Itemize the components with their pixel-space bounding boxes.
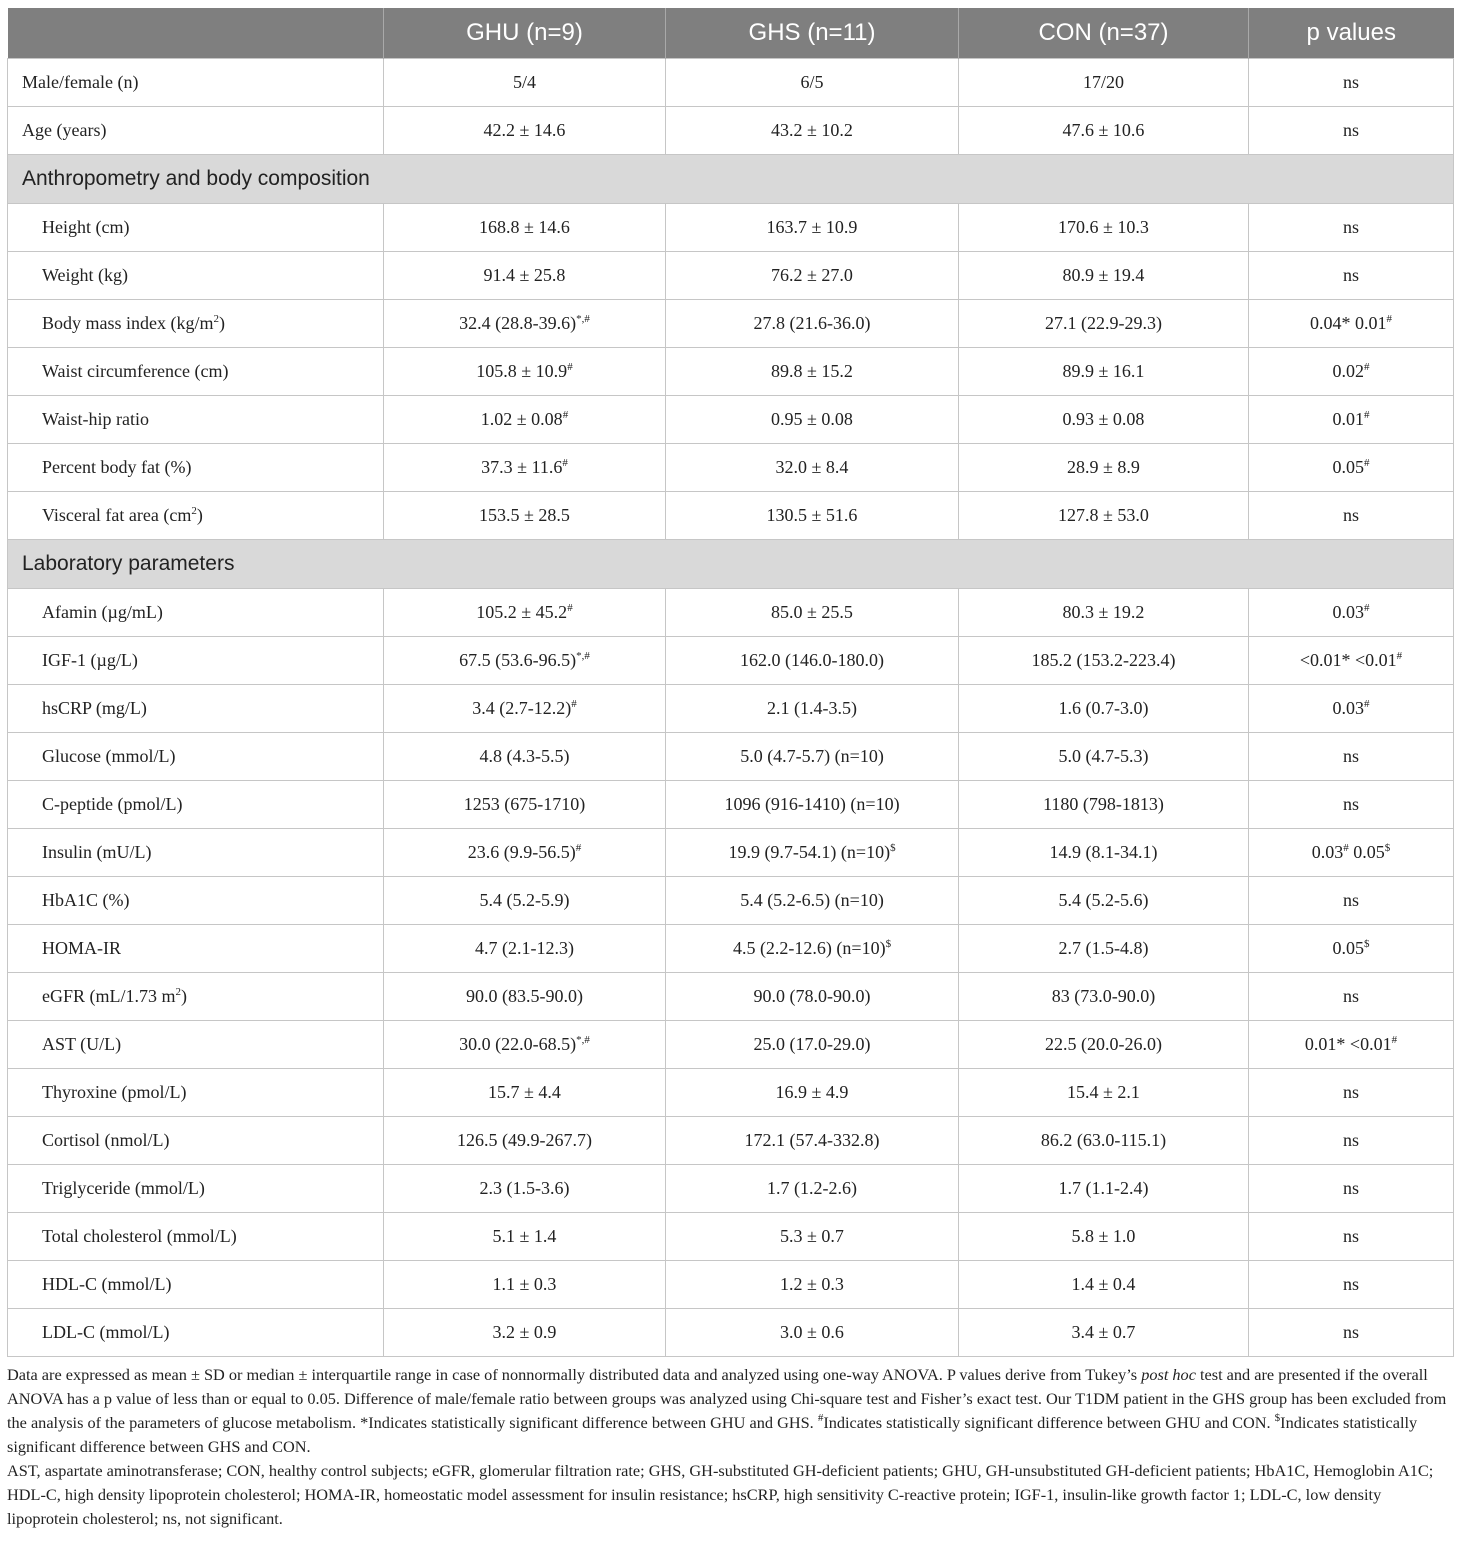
row-label: Body mass index $(kg/m^2)$ xyxy=(8,300,384,348)
row-label: HDL-C (mmol/L) xyxy=(8,1261,384,1309)
table-row xyxy=(8,1261,1454,1309)
cell-ghu: 3.4 (2.7-12.2)# xyxy=(384,685,666,733)
cell-con: 0.93 ± 0.08 xyxy=(959,396,1249,444)
cell-con: 5.4 (5.2-5.6) xyxy=(959,877,1249,925)
cell-ghu: 5.4 (5.2-5.9) xyxy=(384,877,666,925)
table-row xyxy=(8,396,1454,444)
table-row xyxy=(8,1117,1454,1165)
cell-ghu: 42.2 ± 14.6 xyxy=(384,107,666,155)
row-label: Insulin (mU/L) xyxy=(8,829,384,877)
cell-con: 1.7 (1.1-2.4) xyxy=(959,1165,1249,1213)
cell-p-value: ns xyxy=(1249,252,1454,300)
cell-ghs: 162.0 (146.0-180.0) xyxy=(666,637,959,685)
cell-ghs: 163.7 ± 10.9 xyxy=(666,204,959,252)
table-row xyxy=(8,1213,1454,1261)
cell-ghu: 1253 (675-1710) xyxy=(384,781,666,829)
cell-ghs: 25.0 (17.0-29.0) xyxy=(666,1021,959,1069)
cell-ghu: 2.3 (1.5-3.6) xyxy=(384,1165,666,1213)
row-label: C-peptide (pmol/L) xyxy=(8,781,384,829)
table-row xyxy=(8,973,1454,1021)
cell-p-value: 0.01# xyxy=(1249,396,1454,444)
cell-con: 1.4 ± 0.4 xyxy=(959,1261,1249,1309)
cell-ghs: 5.4 (5.2-6.5) (n=10) xyxy=(666,877,959,925)
cell-ghu: 168.8 ± 14.6 xyxy=(384,204,666,252)
cell-ghs: 27.8 (21.6-36.0) xyxy=(666,300,959,348)
cell-ghs: 1.7 (1.2-2.6) xyxy=(666,1165,959,1213)
row-label: Height (cm) xyxy=(8,204,384,252)
cell-p-value: 0.01* <0.01# xyxy=(1249,1021,1454,1069)
cell-ghu: 23.6 (9.9-56.5)# xyxy=(384,829,666,877)
cell-con: 47.6 ± 10.6 xyxy=(959,107,1249,155)
table-row xyxy=(8,781,1454,829)
section-title: Laboratory parameters xyxy=(8,540,1454,589)
row-label: Total cholesterol (mmol/L) xyxy=(8,1213,384,1261)
table-row xyxy=(8,107,1454,155)
cell-ghs: 5.0 (4.7-5.7) (n=10) xyxy=(666,733,959,781)
cell-ghu: 105.2 ± 45.2# xyxy=(384,589,666,637)
cell-ghu: 153.5 ± 28.5 xyxy=(384,492,666,540)
cell-p-value: ns xyxy=(1249,733,1454,781)
cell-con: 185.2 (153.2-223.4) xyxy=(959,637,1249,685)
cell-ghu: 105.8 ± 10.9# xyxy=(384,348,666,396)
cell-ghu: 3.2 ± 0.9 xyxy=(384,1309,666,1357)
cell-ghs: 76.2 ± 27.0 xyxy=(666,252,959,300)
row-label: Afamin (µg/mL) xyxy=(8,589,384,637)
table-container xyxy=(7,8,1453,1531)
table-row xyxy=(8,925,1454,973)
cell-con: 2.7 (1.5-4.8) xyxy=(959,925,1249,973)
section-header-anthropometry xyxy=(8,155,1454,204)
table-row xyxy=(8,637,1454,685)
cell-con: 5.8 ± 1.0 xyxy=(959,1213,1249,1261)
cell-ghu: 5.1 ± 1.4 xyxy=(384,1213,666,1261)
row-label: Visceral fat area $(cm^2)$ xyxy=(8,492,384,540)
cell-con: 27.1 (22.9-29.3) xyxy=(959,300,1249,348)
cell-ghu: 90.0 (83.5-90.0) xyxy=(384,973,666,1021)
table-footnotes xyxy=(7,1363,1453,1531)
row-label: AST (U/L) xyxy=(8,1021,384,1069)
cell-con: 127.8 ± 53.0 xyxy=(959,492,1249,540)
cell-ghs: 19.9 (9.7-54.1) (n=10)$ xyxy=(666,829,959,877)
row-label: LDL-C (mmol/L) xyxy=(8,1309,384,1357)
cell-ghs: 6/5 xyxy=(666,59,959,107)
cell-con: 80.9 ± 19.4 xyxy=(959,252,1249,300)
row-label: Weight (kg) xyxy=(8,252,384,300)
cell-p-value: ns xyxy=(1249,1117,1454,1165)
cell-ghs: 3.0 ± 0.6 xyxy=(666,1309,959,1357)
row-label: Male/female (n) xyxy=(8,59,384,107)
header-cell-ghs: GHS (n=11) xyxy=(666,8,959,59)
cell-p-value: ns xyxy=(1249,1069,1454,1117)
row-label: hsCRP (mg/L) xyxy=(8,685,384,733)
header-cell-con: CON (n=37) xyxy=(959,8,1249,59)
table-row xyxy=(8,348,1454,396)
cell-ghu: 91.4 ± 25.8 xyxy=(384,252,666,300)
cell-p-value: ns xyxy=(1249,59,1454,107)
table-row xyxy=(8,733,1454,781)
cell-ghu: 1.1 ± 0.3 xyxy=(384,1261,666,1309)
section-header-laboratory xyxy=(8,540,1454,589)
table-row xyxy=(8,204,1454,252)
data-table xyxy=(7,8,1454,1357)
table-row xyxy=(8,1021,1454,1069)
row-label: Glucose (mmol/L) xyxy=(8,733,384,781)
cell-ghu: 32.4 (28.8-39.6)*,# xyxy=(384,300,666,348)
cell-p-value: 0.05$ xyxy=(1249,925,1454,973)
table-row xyxy=(8,685,1454,733)
cell-ghu: 126.5 (49.9-267.7) xyxy=(384,1117,666,1165)
cell-p-value: ns xyxy=(1249,781,1454,829)
cell-ghs: 32.0 ± 8.4 xyxy=(666,444,959,492)
cell-con: 22.5 (20.0-26.0) xyxy=(959,1021,1249,1069)
row-label: HbA1C (%) xyxy=(8,877,384,925)
table-row xyxy=(8,1309,1454,1357)
cell-con: 17/20 xyxy=(959,59,1249,107)
cell-con: 89.9 ± 16.1 xyxy=(959,348,1249,396)
cell-ghs: 5.3 ± 0.7 xyxy=(666,1213,959,1261)
row-label: Waist-hip ratio xyxy=(8,396,384,444)
cell-ghs: 130.5 ± 51.6 xyxy=(666,492,959,540)
cell-con: 28.9 ± 8.9 xyxy=(959,444,1249,492)
table-body xyxy=(8,59,1454,1357)
cell-p-value: ns xyxy=(1249,492,1454,540)
cell-p-value: ns xyxy=(1249,1165,1454,1213)
cell-p-value: ns xyxy=(1249,204,1454,252)
cell-p-value: ns xyxy=(1249,877,1454,925)
row-label: IGF-1 (µg/L) xyxy=(8,637,384,685)
cell-ghu: 15.7 ± 4.4 xyxy=(384,1069,666,1117)
cell-p-value: 0.03# 0.05$ xyxy=(1249,829,1454,877)
cell-ghs: 16.9 ± 4.9 xyxy=(666,1069,959,1117)
table-row xyxy=(8,1069,1454,1117)
row-label: Age (years) xyxy=(8,107,384,155)
cell-p-value: ns xyxy=(1249,1309,1454,1357)
footnote-abbreviations: AST, aspartate aminotransferase; CON, healthy control subjects; eGFR, glomerular filtration rate; GHS, GH-substituted GH-deficient patients; GHU, GH-unsubstituted GH-deficient patients; HbA1C, Hemoglobin A1C; HDL-C, high density lipoprotein cholesterol; HOMA-IR, homeostatic model assessment for insulin resistance; hsCRP, high sensitivity C-reactive protein; IGF-1, insulin-like growth factor 1; LDL-C, low density lipoprotein cholesterol; ns, not significant. xyxy=(7,1461,1434,1528)
cell-con: 3.4 ± 0.7 xyxy=(959,1309,1249,1357)
table-row xyxy=(8,589,1454,637)
header-row xyxy=(8,8,1454,59)
cell-p-value: ns xyxy=(1249,107,1454,155)
row-label: Thyroxine (pmol/L) xyxy=(8,1069,384,1117)
cell-con: 170.6 ± 10.3 xyxy=(959,204,1249,252)
cell-ghu: 4.7 (2.1-12.3) xyxy=(384,925,666,973)
header-cell-ghu: GHU (n=9) xyxy=(384,8,666,59)
cell-con: 1.6 (0.7-3.0) xyxy=(959,685,1249,733)
table-row xyxy=(8,877,1454,925)
cell-con: 86.2 (63.0-115.1) xyxy=(959,1117,1249,1165)
cell-p-value: ns xyxy=(1249,1213,1454,1261)
row-label: Percent body fat (%) xyxy=(8,444,384,492)
cell-ghs: 1.2 ± 0.3 xyxy=(666,1261,959,1309)
cell-con: 83 (73.0-90.0) xyxy=(959,973,1249,1021)
cell-con: 80.3 ± 19.2 xyxy=(959,589,1249,637)
cell-ghu: 30.0 (22.0-68.5)*,# xyxy=(384,1021,666,1069)
cell-p-value: 0.05# xyxy=(1249,444,1454,492)
cell-p-value: 0.03# xyxy=(1249,589,1454,637)
table-row xyxy=(8,492,1454,540)
cell-con: 1180 (798-1813) xyxy=(959,781,1249,829)
row-label: Waist circumference (cm) xyxy=(8,348,384,396)
cell-p-value: ns xyxy=(1249,973,1454,1021)
cell-p-value: 0.04* 0.01# xyxy=(1249,300,1454,348)
cell-ghs: 4.5 (2.2-12.6) (n=10)$ xyxy=(666,925,959,973)
footnote-methods: Data are expressed as mean ± SD or median ± interquartile range in case of nonnormally distributed data and analyzed using one-way ANOVA. P values derive from Tukey’s post hoc test and are presented if the overall ANOVA has a p value of less than or equal to 0.05. Difference of male/female ratio between groups was analyzed using Chi-square test and Fisher’s exact test. Our T1DM patient in the GHS group has been excluded from the analysis of the parameters of glucose metabolism. *Indicates statistically significant difference between GHU and GHS. #Indicates statistically significant difference between GHU and CON. $Indicates statistically significant difference between GHS and CON. xyxy=(7,1365,1447,1456)
row-label: Triglyceride (mmol/L) xyxy=(8,1165,384,1213)
cell-ghu: 1.02 ± 0.08# xyxy=(384,396,666,444)
cell-p-value: 0.03# xyxy=(1249,685,1454,733)
table-row xyxy=(8,300,1454,348)
cell-con: 15.4 ± 2.1 xyxy=(959,1069,1249,1117)
row-label: Cortisol (nmol/L) xyxy=(8,1117,384,1165)
table-row xyxy=(8,59,1454,107)
cell-p-value: ns xyxy=(1249,1261,1454,1309)
header-cell-p-values: p values xyxy=(1249,8,1454,59)
cell-ghu: 37.3 ± 11.6# xyxy=(384,444,666,492)
cell-con: 5.0 (4.7-5.3) xyxy=(959,733,1249,781)
section-title: Anthropometry and body composition xyxy=(8,155,1454,204)
cell-ghu: 67.5 (53.6-96.5)*,# xyxy=(384,637,666,685)
cell-ghs: 2.1 (1.4-3.5) xyxy=(666,685,959,733)
cell-ghs: 1096 (916-1410) (n=10) xyxy=(666,781,959,829)
cell-ghs: 0.95 ± 0.08 xyxy=(666,396,959,444)
cell-ghs: 89.8 ± 15.2 xyxy=(666,348,959,396)
header-cell-blank xyxy=(8,8,384,59)
cell-ghs: 85.0 ± 25.5 xyxy=(666,589,959,637)
table-row xyxy=(8,252,1454,300)
cell-ghu: 5/4 xyxy=(384,59,666,107)
cell-ghu: 4.8 (4.3-5.5) xyxy=(384,733,666,781)
table-row xyxy=(8,829,1454,877)
row-label: HOMA-IR xyxy=(8,925,384,973)
cell-ghs: 43.2 ± 10.2 xyxy=(666,107,959,155)
cell-ghs: 90.0 (78.0-90.0) xyxy=(666,973,959,1021)
cell-ghs: 172.1 (57.4-332.8) xyxy=(666,1117,959,1165)
row-label: eGFR (mL/1.73 $m^2$) xyxy=(8,973,384,1021)
cell-p-value: 0.02# xyxy=(1249,348,1454,396)
table-row xyxy=(8,444,1454,492)
table-row xyxy=(8,1165,1454,1213)
cell-p-value: <0.01* <0.01# xyxy=(1249,637,1454,685)
cell-con: 14.9 (8.1-34.1) xyxy=(959,829,1249,877)
